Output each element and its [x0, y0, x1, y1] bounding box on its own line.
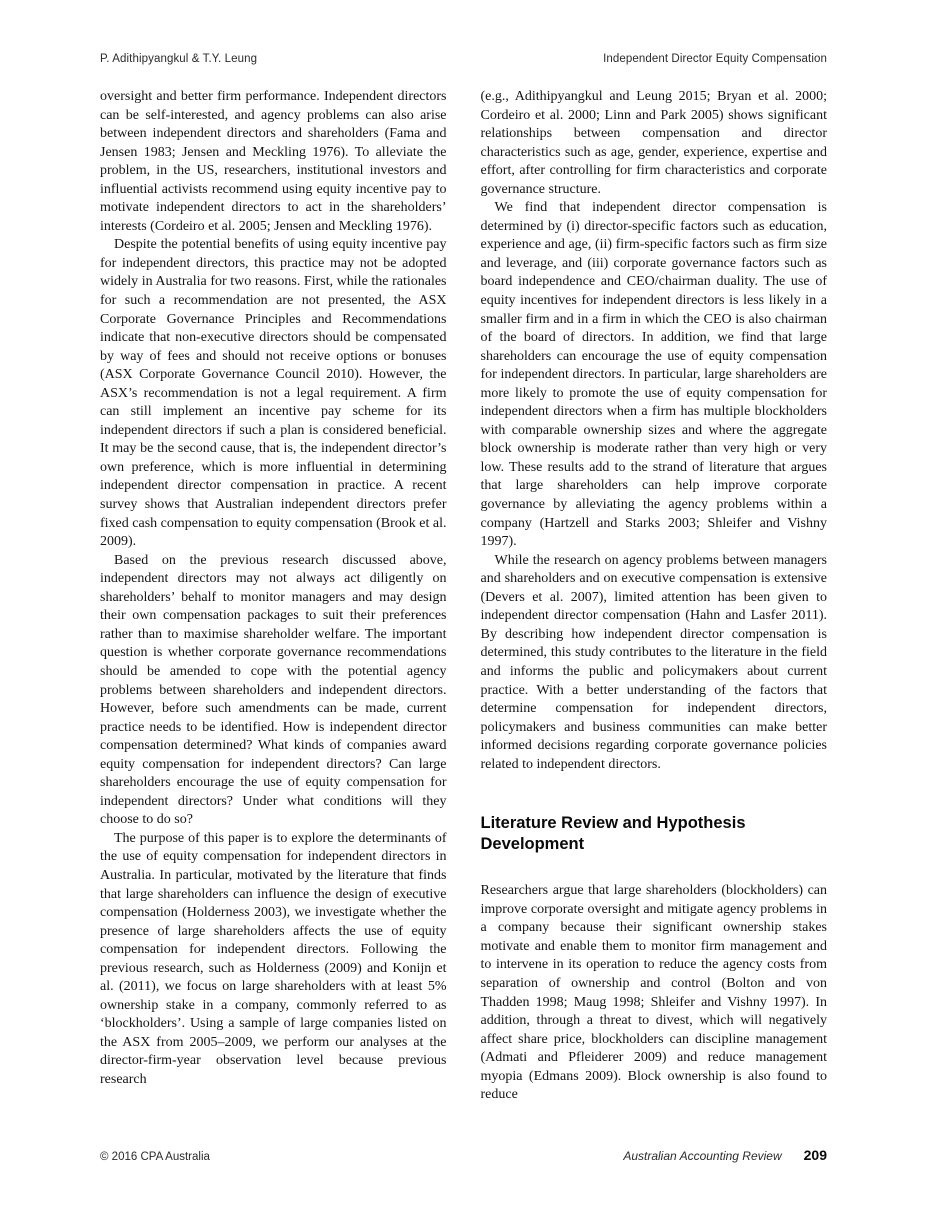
paragraph: Based on the previous research discussed above, independent directors may not always act diligently on shareholders’ behalf to monitor managers and may design their own compensation packages to suit their preferences rather than to maximise shareholder welfare. The important question is whether corporate governance recommendations should be amended to cope with the potential agency problems between shareholders and independent directors. However, before such amendments can be made, current practice needs to be identified. How is independent director compensation determined? What kinds of companies award equity compensation for independent directors? Can large shareholders encourage the use of equity compensation for independent directors? Under what conditions will they choose to do so? [100, 552, 447, 828]
section-heading: Literature Review and Hypothesis Development [480, 814, 746, 854]
paragraph: (e.g., Adithipyangkul and Leung 2015; Bryan et al. 2000; Cordeiro et al. 2000; Linn and Park 2005) shows significant relationships between compensation and director characteristics such as age, gender, experience, expertise and effort, after controlling for firm characteristics and corporate governance structure. [480, 89, 827, 197]
page-header [100, 53, 827, 65]
running-head-title: Independent Director Equity Compensation [603, 53, 827, 65]
article-body [100, 88, 827, 1105]
running-head-authors: P. Adithipyangkul & T.Y. Leung [100, 53, 258, 65]
right-column [481, 88, 828, 1105]
left-column [100, 88, 447, 1105]
paragraph: Researchers argue that large shareholders (blockholders) can improve corporate oversight and mitigate agency problems in a company because their significant ownership stakes motivate and enable them to monitor firm management and to intervene in its operation to reduce the agency costs from separation of ownership and control (Bolton and von Thadden 1998; Maug 1998; Shleifer and Vishny 1997). In addition, through a threat to divest, which will negatively affect share price, blockholders can discipline management (Admati and Pfleiderer 2009) and reduce management myopia (Edmans 2009). Block ownership is also found to reduce [480, 883, 827, 1103]
page-number: 209 [803, 1147, 827, 1163]
page-footer [100, 1147, 827, 1163]
journal-name: Australian Accounting Review [623, 1149, 782, 1163]
footer-right [623, 1147, 827, 1163]
paragraph: The purpose of this paper is to explore the determinants of the use of equity compensation for independent directors in Australia. In particular, motivated by the literature that finds that large shareholders can influence the design of executive compensation (Holderness 2003), we investigate whether the presence of large shareholders affects the use of equity compensation for independent directors. Following the previous research, such as Holderness (2009) and Konijn et al. (2011), we focus on large shareholders with at least 5% ownership stake in a company, commonly referred to as ‘blockholders’. Using a sample of large companies listed on the ASX from 2005–2009, we perform our analyses at the director-firm-year observation level because previous research [100, 830, 447, 1087]
paragraph: While the research on agency problems between managers and shareholders and on executive compensation is extensive (Devers et al. 2007), limited attention has been given to independent director compensation (Hahn and Lasfer 2011). By describing how independent director compensation is determined, this study contributes to the literature in the field and informs the public and policymakers about current practice. With a better understanding of the factors that determine compensation for independent directors, policymakers and business communities can make better informed decisions regarding corporate governance policies related to independent directors. [480, 552, 827, 772]
copyright-notice: © 2016 CPA Australia [100, 1151, 210, 1163]
paragraph: oversight and better firm performance. Independent directors can be self-interested, and agency problems can also arise between independent directors and shareholders (Fama and Jensen 1983; Jensen and Meckling 1976). To alleviate the problem, in the US, researchers, institutional investors and influential activists recommend using equity incentive pay to motivate independent directors to act in the shareholders’ interests (Cordeiro et al. 2005; Jensen and Meckling 1976). [100, 89, 447, 234]
paragraph: We find that independent director compensation is determined by (i) director-specific factors such as education, experience and age, (ii) firm-specific factors such as firm size and leverage, and (iii) corporate governance factors such as board independence and CEO/chairman duality. The use of equity incentives for independent directors is less likely in a smaller firm and in a firm in which the CEO is also chairman of the board of directors. In addition, we find that large shareholders can encourage the use of equity compensation for independent directors. In particular, large shareholders are more likely to promote the use of equity compensation for independent directors when a firm has multiple blockholders with comparable ownership sizes and where the aggregate block ownership is moderate rather than very high or very low. These results add to the strand of literature that argues that large shareholders can help improve corporate governance by alleviating the agency problems within a company (Hartzell and Starks 2003; Shleifer and Vishny 1997). [480, 200, 827, 550]
paragraph: Despite the potential benefits of using equity incentive pay for independent directors, this practice may not be adopted widely in Australia for two reasons. First, while the rationales for such a recommendation are not presented, the ASX Corporate Governance Principles and Recommendations indicate that non-executive directors should be compensated by way of fees and should not receive options or bonuses (ASX Corporate Governance Council 2010). However, the ASX’s recommendation is not a legal requirement. A firm can still implement an incentive pay scheme for its independent directors if such a plan is considered beneficial. It may be the second cause, that is, the independent director’s own preference, which is more influential in determining independent director compensation in practice. A recent survey shows that Australian independent directors prefer fixed cash compensation to equity compensation (Brook et al. 2009). [100, 237, 447, 550]
